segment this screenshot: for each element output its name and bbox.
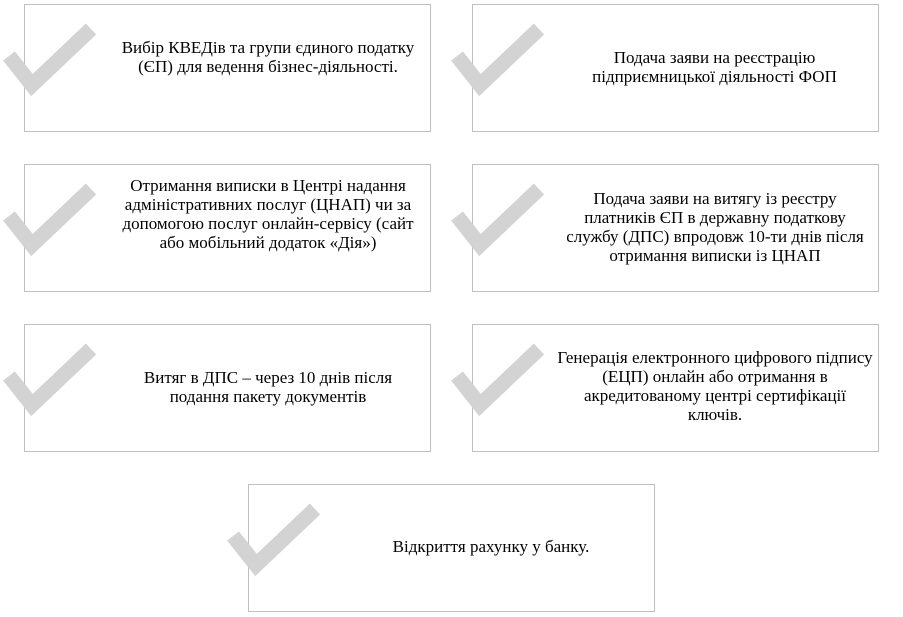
- step-text-4: Подача заяви на витягу із реєстру платників ЄП в державну податкову службу (ДПС) впродовж 10-ти днів після отримання виписки із ЦНАП: [566, 189, 864, 265]
- step-text-1: Вибір КВЕДів та групи єдиного податку (ЄП) для ведення бізнес-діяльності.: [121, 38, 415, 76]
- checkmark-icon: [450, 183, 542, 253]
- step-text-5: Витяг в ДПС – через 10 днів після подання пакету документів: [143, 368, 393, 406]
- checkmark-icon: [226, 503, 318, 573]
- checkmark-icon: [2, 343, 94, 413]
- step-text-3: Отримання виписки в Центрі надання адміністративних послуг (ЦНАП) чи за допомогою послуг онлайн-сервісу (сайт або мобільний додаток «Дія»): [122, 176, 414, 252]
- checkmark-icon: [450, 343, 542, 413]
- checkmark-icon: [2, 183, 94, 253]
- step-text-2: Подача заяви на реєстрацію підприємницької діяльності ФОП: [592, 48, 837, 86]
- checkmark-icon: [2, 23, 94, 93]
- step-text-6: Генерація електронного цифрового підпису (ЕЦП) онлайн або отримання в акредитованому центрі сертифікації ключів.: [557, 348, 873, 424]
- checkmark-icon: [450, 23, 542, 93]
- step-text-7: Відкриття рахунку у банку.: [392, 537, 590, 556]
